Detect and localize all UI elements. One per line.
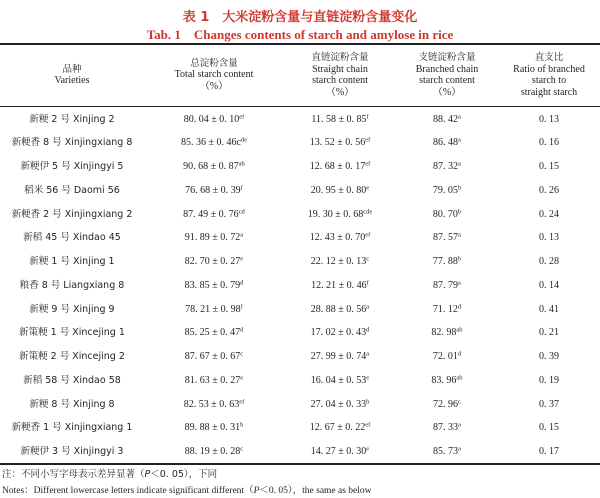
branched-starch-cell-value: 86. 48 xyxy=(433,137,459,149)
header-total-starch xyxy=(144,44,284,106)
significance-letter: a xyxy=(240,231,244,239)
ratio-cell-value: 0. 21 xyxy=(539,327,559,339)
table-row xyxy=(0,369,600,393)
branched-starch-cell-value: 87. 79 xyxy=(433,279,459,291)
significance-letter: a xyxy=(458,421,461,429)
ratio-cell-value: 0. 14 xyxy=(539,279,559,291)
straight-starch-cell xyxy=(284,155,396,179)
significance-letter: e xyxy=(240,255,244,263)
significance-letter: ef xyxy=(365,136,371,144)
table-row xyxy=(0,393,600,417)
total-starch-cell xyxy=(144,250,284,274)
total-starch-cell xyxy=(144,440,284,464)
significance-letter: b xyxy=(366,398,370,405)
table-row xyxy=(0,108,600,132)
total-starch-cell-value: 89. 88 ± 0. 31 xyxy=(184,422,241,434)
significance-letter: ab xyxy=(456,374,463,382)
significance-letter: d xyxy=(457,303,462,310)
table-row xyxy=(0,131,600,155)
significance-letter: e xyxy=(240,374,244,382)
header-total-starch-cn: 总淀粉含量 xyxy=(190,57,238,69)
straight-starch-cell xyxy=(284,274,396,298)
footnote-cn-after: ＜0. 05），下同 xyxy=(150,469,218,480)
ratio-cell xyxy=(498,440,600,464)
variety-cell xyxy=(0,369,144,393)
straight-starch-cell-value: 20. 95 ± 0. 80 xyxy=(310,184,367,196)
straight-starch-cell-value: 16. 04 ± 0. 53 xyxy=(310,374,367,386)
total-starch-cell xyxy=(144,393,284,417)
variety-cell-value: 新粳 2 号 Xinjing 2 xyxy=(29,113,115,125)
total-starch-cell-value: 82. 70 ± 0. 27 xyxy=(184,256,241,267)
table-row xyxy=(0,345,600,369)
branched-starch-cell-value: 77. 88 xyxy=(432,256,458,267)
branched-starch-cell-value: 87. 32 xyxy=(433,161,459,172)
table-row xyxy=(0,298,600,322)
straight-starch-cell-value: 12. 67 ± 0. 22 xyxy=(309,422,366,434)
branched-starch-cell xyxy=(396,440,498,464)
variety-cell-value: 新策粳 2 号 Xincejing 2 xyxy=(19,351,125,362)
ratio-cell xyxy=(498,321,600,345)
total-starch-cell-value: 81. 63 ± 0. 27 xyxy=(184,374,241,386)
table-row xyxy=(0,274,600,298)
footnote-en-after: ＜0. 05），the same as below xyxy=(259,486,372,496)
branched-starch-cell-value: 83. 96 xyxy=(431,374,457,386)
variety-cell xyxy=(0,108,144,132)
variety-cell xyxy=(0,155,144,179)
significance-letter: c xyxy=(366,255,370,263)
ratio-cell-value: 0. 24 xyxy=(539,208,559,220)
variety-cell-value: 新粳 9 号 Xinjing 9 xyxy=(29,303,115,315)
total-starch-cell xyxy=(144,108,284,132)
branched-starch-cell xyxy=(396,250,498,274)
significance-letter: b xyxy=(457,184,462,192)
ratio-cell xyxy=(498,108,600,132)
header-ratio-cn: 直支比 xyxy=(534,52,564,63)
significance-letter: b xyxy=(457,255,462,263)
total-starch-cell-value: 85. 36 ± 0. 46c xyxy=(180,137,241,149)
footnote-en xyxy=(2,482,372,496)
branched-starch-cell xyxy=(396,393,498,417)
significance-letter: ef xyxy=(239,398,245,405)
header-straight-starch-cn: 直链淀粉含量 xyxy=(311,52,369,63)
straight-starch-cell xyxy=(284,179,396,203)
straight-starch-cell xyxy=(284,226,396,250)
variety-cell-value: 新粳香 1 号 Xinjingxiang 1 xyxy=(11,422,133,434)
table-row xyxy=(0,321,600,345)
ratio-cell xyxy=(498,298,600,322)
total-starch-cell xyxy=(144,274,284,298)
straight-starch-cell xyxy=(284,440,396,464)
table-caption-en: Tab. 1 Changes contents of starch and amylose in rice xyxy=(146,27,454,42)
ratio-cell xyxy=(498,393,600,417)
footnote-cn-p: P xyxy=(144,469,151,480)
branched-starch-cell xyxy=(396,108,498,132)
branched-starch-cell xyxy=(396,203,498,227)
branched-starch-cell xyxy=(396,155,498,179)
branched-starch-cell-value: 82. 98 xyxy=(431,327,457,339)
branched-starch-cell-value: 80. 70 xyxy=(432,208,458,220)
variety-cell xyxy=(0,440,144,464)
straight-starch-cell-value: 17. 02 ± 0. 43 xyxy=(310,327,367,339)
variety-cell-value: 粮香 8 号 Liangxiang 8 xyxy=(19,279,125,291)
header-straight-starch-unit: （%） xyxy=(325,86,355,98)
total-starch-cell-value: 83. 85 ± 0. 79 xyxy=(184,279,241,291)
significance-letter: f xyxy=(366,279,369,287)
significance-letter: b xyxy=(457,208,462,215)
straight-starch-cell xyxy=(284,416,396,440)
straight-starch-cell-value: 12. 43 ± 0. 70 xyxy=(309,232,366,244)
ratio-cell xyxy=(498,131,600,155)
significance-letter: cde xyxy=(363,208,373,215)
variety-cell xyxy=(0,321,144,345)
variety-cell xyxy=(0,345,144,369)
footnote-cn-before: 注：不同小写字母表示差异显著（ xyxy=(2,469,145,480)
significance-letter: a xyxy=(458,160,461,168)
branched-starch-cell xyxy=(396,369,498,393)
straight-starch-cell xyxy=(284,131,396,155)
table-row xyxy=(0,179,600,203)
header-branched-starch-en2: starch content xyxy=(419,75,475,86)
ratio-cell-value: 0. 19 xyxy=(539,374,559,386)
significance-letter: de xyxy=(240,136,248,144)
ratio-cell xyxy=(498,203,600,227)
significance-letter: e xyxy=(366,184,370,192)
significance-letter: a xyxy=(458,279,461,287)
ratio-cell xyxy=(498,274,600,298)
total-starch-cell xyxy=(144,131,284,155)
table-caption-cn: 表 1 大米淀粉含量与直链淀粉含量变化 xyxy=(182,10,418,25)
significance-letter: ef xyxy=(239,113,245,120)
table-row xyxy=(0,203,600,227)
total-starch-cell xyxy=(144,226,284,250)
total-starch-cell xyxy=(144,179,284,203)
variety-cell xyxy=(0,250,144,274)
ratio-cell xyxy=(498,155,600,179)
variety-cell-value: 新策粳 1 号 Xincejing 1 xyxy=(19,327,125,339)
significance-letter: ef xyxy=(365,160,371,168)
header-straight-starch-en2: starch content xyxy=(312,75,368,86)
straight-starch-cell-value: 14. 27 ± 0. 30 xyxy=(310,446,367,457)
variety-cell-value: 稻米 56 号 Daomi 56 xyxy=(24,184,120,196)
header-total-starch-en: Total starch content xyxy=(174,69,254,81)
branched-starch-cell xyxy=(396,226,498,250)
total-starch-cell-value: 82. 53 ± 0. 63 xyxy=(183,398,240,410)
header-ratio-en1: Ratio of branched xyxy=(513,63,585,75)
significance-letter: ab xyxy=(456,326,463,334)
straight-starch-cell xyxy=(284,298,396,322)
header-ratio xyxy=(498,44,600,106)
total-starch-cell-value: 87. 49 ± 0. 76 xyxy=(183,208,239,220)
total-starch-cell xyxy=(144,298,284,322)
variety-cell xyxy=(0,203,144,227)
significance-letter: a xyxy=(458,445,461,453)
table-row xyxy=(0,155,600,179)
straight-starch-cell-value: 22. 12 ± 0. 13 xyxy=(310,256,367,267)
significance-letter: cd xyxy=(238,208,245,215)
significance-letter: ab xyxy=(238,160,245,168)
header-total-starch-unit: （%） xyxy=(199,80,229,92)
total-starch-cell-value: 88. 19 ± 0. 28 xyxy=(184,446,241,457)
significance-letter: ef xyxy=(365,231,371,239)
significance-letter: f xyxy=(240,303,243,310)
ratio-cell-value: 0. 39 xyxy=(539,351,559,362)
variety-cell xyxy=(0,298,144,322)
footnote-cn xyxy=(2,466,217,480)
header-straight-starch xyxy=(284,44,396,106)
significance-letter: b xyxy=(240,421,244,429)
total-starch-cell-value: 90. 68 ± 0. 87 xyxy=(183,161,239,172)
variety-cell xyxy=(0,393,144,417)
total-starch-cell-value: 76. 68 ± 0. 39 xyxy=(185,184,241,196)
branched-starch-cell xyxy=(396,179,498,203)
ratio-cell-value: 0. 13 xyxy=(539,113,559,125)
ratio-cell-value: 0. 16 xyxy=(539,137,559,149)
straight-starch-cell xyxy=(284,345,396,369)
significance-letter: e xyxy=(366,445,370,453)
branched-starch-cell xyxy=(396,321,498,345)
total-starch-cell xyxy=(144,369,284,393)
table-row xyxy=(0,250,600,274)
total-starch-cell xyxy=(144,203,284,227)
straight-starch-cell-value: 11. 58 ± 0. 85 xyxy=(311,113,367,125)
total-starch-cell-value: 85. 25 ± 0. 47 xyxy=(184,327,241,339)
significance-letter: d xyxy=(366,326,370,334)
branched-starch-cell-value: 72. 01 xyxy=(432,351,458,362)
straight-starch-cell-value: 27. 04 ± 0. 33 xyxy=(310,398,367,410)
branched-starch-cell-value: 88. 42 xyxy=(433,113,459,125)
branched-starch-cell-value: 85. 73 xyxy=(433,446,459,457)
significance-letter: c xyxy=(458,398,461,405)
branched-starch-cell-value: 87. 33 xyxy=(433,422,459,434)
variety-cell xyxy=(0,416,144,440)
significance-letter: a xyxy=(458,113,461,120)
total-starch-cell-value: 78. 21 ± 0. 98 xyxy=(185,303,241,315)
branched-starch-cell xyxy=(396,416,498,440)
significance-letter: c xyxy=(240,445,244,453)
ratio-cell-value: 0. 17 xyxy=(539,446,559,457)
total-starch-cell xyxy=(144,416,284,440)
significance-letter: a xyxy=(366,303,370,310)
table-row xyxy=(0,416,600,440)
variety-cell-value: 新粳香 8 号 Xinjingxiang 8 xyxy=(11,137,133,149)
ratio-cell xyxy=(498,250,600,274)
branched-starch-cell xyxy=(396,298,498,322)
footnote-en-p: P xyxy=(253,486,260,496)
branched-starch-cell xyxy=(396,345,498,369)
straight-starch-cell-value: 12. 21 ± 0. 46 xyxy=(311,279,367,291)
variety-cell xyxy=(0,226,144,250)
bottom-rule xyxy=(0,463,600,465)
variety-cell-value: 新稻 45 号 Xindao 45 xyxy=(23,232,121,244)
header-varieties-en: Varieties xyxy=(54,75,90,86)
variety-cell-value: 新粳伊 3 号 Xinjingyi 3 xyxy=(20,446,124,457)
variety-cell-value: 新粳香 2 号 Xinjingxiang 2 xyxy=(11,208,133,220)
header-ratio-en2: starch to xyxy=(531,75,567,86)
branched-starch-cell-value: 87. 57 xyxy=(433,232,459,244)
header-straight-starch-en1: Straight chain xyxy=(312,63,368,75)
variety-cell-value: 新稻 58 号 Xindao 58 xyxy=(23,374,121,386)
straight-starch-cell-value: 28. 88 ± 0. 56 xyxy=(310,303,367,315)
header-ratio-en3: straight starch xyxy=(520,86,578,98)
straight-starch-cell-value: 19. 30 ± 0. 68 xyxy=(307,208,364,220)
ratio-cell-value: 0. 28 xyxy=(539,256,559,267)
significance-letter: a xyxy=(458,136,461,144)
ratio-cell xyxy=(498,179,600,203)
straight-starch-cell-value: 27. 99 ± 0. 74 xyxy=(310,351,367,362)
straight-starch-cell xyxy=(284,393,396,417)
straight-starch-cell-value: 13. 52 ± 0. 56 xyxy=(309,137,366,149)
table-row xyxy=(0,226,600,250)
significance-letter: f xyxy=(240,184,243,192)
ratio-cell-value: 0. 37 xyxy=(539,398,559,410)
significance-letter: d xyxy=(240,279,244,287)
header-branched-starch-en1: Branched chain xyxy=(415,63,479,75)
variety-cell-value: 新粳 1 号 Xinjing 1 xyxy=(29,256,115,267)
footnote-en-before: Notes：Different lowercase letters indicate significant different（ xyxy=(2,486,254,496)
header-branched-starch-cn: 支链淀粉含量 xyxy=(418,52,476,63)
ratio-cell xyxy=(498,226,600,250)
significance-letter: a xyxy=(366,350,370,358)
header-branched-starch xyxy=(396,44,498,106)
straight-starch-cell xyxy=(284,321,396,345)
total-starch-cell-value: 91. 89 ± 0. 72 xyxy=(184,232,241,244)
variety-cell xyxy=(0,274,144,298)
ratio-cell-value: 0. 15 xyxy=(539,161,559,172)
branched-starch-cell xyxy=(396,131,498,155)
significance-letter: ef xyxy=(365,421,371,429)
table-row xyxy=(0,440,600,464)
significance-letter: d xyxy=(240,326,244,334)
significance-letter: d xyxy=(457,350,462,358)
total-starch-cell xyxy=(144,345,284,369)
branched-starch-cell xyxy=(396,274,498,298)
significance-letter: f xyxy=(366,113,369,120)
straight-starch-cell-value: 12. 68 ± 0. 17 xyxy=(309,161,366,172)
ratio-cell xyxy=(498,416,600,440)
header-branched-starch-unit: （%） xyxy=(432,86,462,98)
variety-cell-value: 新粳伊 5 号 Xinjingyi 5 xyxy=(20,161,124,172)
variety-cell xyxy=(0,131,144,155)
total-starch-cell xyxy=(144,155,284,179)
variety-cell-value: 新粳 8 号 Xinjing 8 xyxy=(29,398,115,410)
header-varieties xyxy=(0,44,144,106)
ratio-cell xyxy=(498,345,600,369)
total-starch-cell-value: 87. 67 ± 0. 67 xyxy=(184,351,241,362)
ratio-cell xyxy=(498,369,600,393)
significance-letter: e xyxy=(366,374,370,382)
branched-starch-cell-value: 72. 96 xyxy=(433,398,459,410)
ratio-cell-value: 0. 15 xyxy=(539,422,559,434)
ratio-cell-value: 0. 26 xyxy=(539,184,559,196)
straight-starch-cell xyxy=(284,250,396,274)
header-varieties-cn: 品种 xyxy=(62,63,82,75)
ratio-cell-value: 0. 41 xyxy=(539,303,559,315)
significance-letter: c xyxy=(240,350,244,358)
straight-starch-cell xyxy=(284,108,396,132)
variety-cell xyxy=(0,179,144,203)
branched-starch-cell-value: 79. 05 xyxy=(432,184,458,196)
ratio-cell-value: 0. 13 xyxy=(539,232,559,244)
total-starch-cell-value: 80. 04 ± 0. 10 xyxy=(183,113,240,125)
straight-starch-cell xyxy=(284,203,396,227)
branched-starch-cell-value: 71. 12 xyxy=(432,303,458,315)
straight-starch-cell xyxy=(284,369,396,393)
total-starch-cell xyxy=(144,321,284,345)
significance-letter: a xyxy=(458,231,461,239)
